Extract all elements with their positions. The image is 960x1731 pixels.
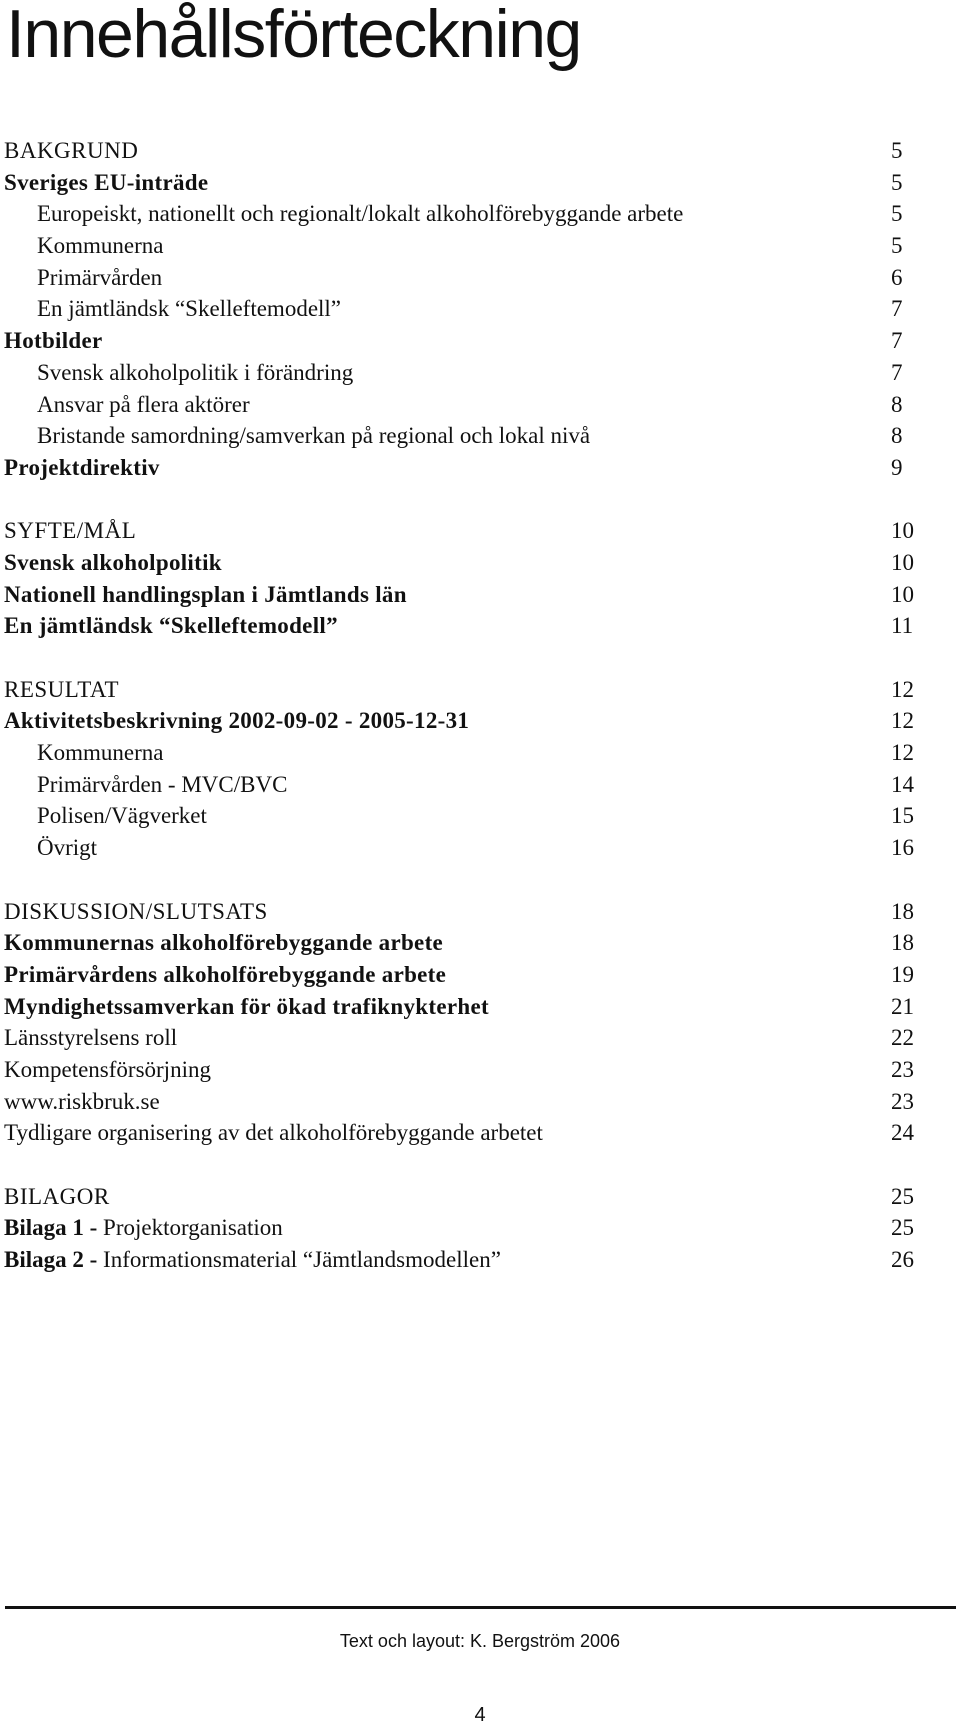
toc-entry-title: Primärvården <box>37 264 163 290</box>
toc-entry-title: DISKUSSION/SLUTSATS <box>4 898 268 924</box>
toc-entry-page: 12 <box>891 740 914 766</box>
toc-entry-page: 24 <box>891 1120 914 1146</box>
toc-entry-page: 8 <box>891 423 903 449</box>
footer-credit: Text och layout: K. Bergström 2006 <box>339 1631 621 1651</box>
toc-entry <box>4 135 909 167</box>
table-of-contents <box>4 135 914 1276</box>
toc-entry-title-text: Informationsmaterial “Jämtlandsmodellen” <box>97 1247 501 1273</box>
toc-entry-page: 25 <box>891 1183 914 1209</box>
toc-entry-page: 8 <box>891 391 903 417</box>
toc-entry <box>4 579 914 611</box>
toc-entry-title: BILAGOR <box>4 1183 110 1209</box>
toc-entry <box>4 1086 914 1118</box>
toc-entry-page: 11 <box>891 613 914 639</box>
toc-entry-page: 10 <box>891 549 914 575</box>
toc-entry-page: 10 <box>891 518 914 544</box>
toc-entry-title: SYFTE/MÅL <box>4 518 137 544</box>
toc-entry-title: Kompetensförsörjning <box>4 1056 211 1082</box>
toc-entry-title: Aktivitetsbeskrivning 2002-09-02 - 2005-12-31 <box>4 708 470 734</box>
toc-entry-title: Länsstyrelsens roll <box>4 1025 178 1051</box>
toc-entry <box>4 737 914 769</box>
toc-entry <box>4 769 914 801</box>
toc-entry <box>4 1244 914 1276</box>
toc-entry <box>4 452 909 484</box>
toc-entry-prefix: Bilaga 2 - <box>4 1247 98 1273</box>
toc-entry-page: 23 <box>891 1056 914 1082</box>
toc-entry-title: Hotbilder <box>4 328 103 354</box>
toc-entry-page: 5 <box>891 233 903 259</box>
toc-spacer <box>4 1149 909 1181</box>
toc-entry-title: En jämtländsk “Skelleftemodell” <box>4 613 338 639</box>
toc-entry <box>4 1117 914 1149</box>
toc-entry-title: Kommunernas alkoholförebyggande arbete <box>4 930 444 956</box>
footer-divider <box>5 1606 956 1609</box>
toc-entry <box>4 1054 914 1086</box>
toc-entry-title: Polisen/Vägverket <box>37 803 207 829</box>
page-number: 4 <box>474 1704 486 1726</box>
toc-entry-page: 26 <box>891 1247 914 1273</box>
toc-entry <box>4 800 914 832</box>
toc-entry-title <box>4 1212 283 1244</box>
toc-entry-page: 7 <box>891 328 903 354</box>
toc-entry <box>4 1181 914 1213</box>
toc-entry-page: 14 <box>891 771 914 797</box>
toc-entry-title: www.riskbruk.se <box>4 1088 160 1114</box>
toc-entry-title-text: Projektorganisation <box>97 1215 283 1241</box>
toc-entry <box>4 293 909 325</box>
toc-entry-page: 10 <box>891 581 914 607</box>
toc-entry <box>4 896 914 928</box>
toc-entry-title <box>4 1244 501 1276</box>
toc-entry-page: 23 <box>891 1088 914 1114</box>
toc-entry-page: 5 <box>891 201 903 227</box>
toc-entry-page: 16 <box>891 835 914 861</box>
toc-entry-page: 21 <box>891 993 914 1019</box>
toc-entry-prefix: Bilaga 1 - <box>4 1215 98 1241</box>
toc-entry <box>4 705 914 737</box>
toc-entry <box>4 927 914 959</box>
page-title: Innehållsförteckning <box>6 0 581 72</box>
toc-entry-title: RESULTAT <box>4 676 120 702</box>
toc-entry-page: 18 <box>891 930 914 956</box>
toc-entry-title: En jämtländsk “Skelleftemodell” <box>37 296 342 322</box>
toc-entry-title: Kommunerna <box>37 233 164 259</box>
toc-entry <box>4 198 909 230</box>
toc-entry <box>4 1212 914 1244</box>
toc-entry <box>4 610 914 642</box>
toc-entry-page: 9 <box>891 454 903 480</box>
toc-entry <box>4 325 909 357</box>
toc-entry-title: Projektdirektiv <box>4 454 160 480</box>
toc-entry <box>4 547 914 579</box>
toc-entry-title: Svensk alkoholpolitik <box>4 549 222 575</box>
toc-entry <box>4 959 914 991</box>
toc-entry-title: Tydligare organisering av det alkoholförebyggande arbetet <box>4 1120 543 1146</box>
toc-entry-title: Primärvården - MVC/BVC <box>37 771 288 797</box>
toc-entry-title: Nationell handlingsplan i Jämtlands län <box>4 581 407 607</box>
toc-entry-page: 22 <box>891 1025 914 1051</box>
toc-entry-page: 25 <box>891 1215 914 1241</box>
toc-entry-page: 12 <box>891 708 914 734</box>
toc-entry-title: Övrigt <box>37 835 98 861</box>
toc-entry-title: Myndighetssamverkan för ökad trafiknykterhet <box>4 993 489 1019</box>
toc-entry-title: Bristande samordning/samverkan på regional och lokal nivå <box>37 423 591 449</box>
toc-entry <box>4 515 914 547</box>
toc-entry-page: 7 <box>891 296 903 322</box>
toc-entry <box>4 262 909 294</box>
toc-entry <box>4 832 914 864</box>
toc-entry <box>4 230 909 262</box>
toc-entry <box>4 420 909 452</box>
toc-entry-title: Kommunerna <box>37 740 164 766</box>
toc-entry-page: 6 <box>891 264 903 290</box>
toc-entry <box>4 991 914 1023</box>
toc-entry-title: Ansvar på flera aktörer <box>37 391 250 417</box>
toc-spacer <box>4 484 909 516</box>
toc-entry-page: 7 <box>891 359 903 385</box>
toc-spacer <box>4 642 909 674</box>
toc-entry <box>4 357 909 389</box>
toc-entry-page: 12 <box>891 676 914 702</box>
toc-entry-title: Sveriges EU-inträde <box>4 169 209 195</box>
toc-entry-page: 5 <box>891 138 903 163</box>
toc-entry <box>4 1022 914 1054</box>
toc-entry-title: Europeiskt, nationellt och regionalt/lokalt alkoholförebyggande arbete <box>37 201 684 227</box>
toc-entry-title: Primärvårdens alkoholförebyggande arbete <box>4 961 447 987</box>
toc-entry-page: 18 <box>891 898 914 924</box>
toc-spacer <box>4 864 909 896</box>
toc-entry-title: BAKGRUND <box>4 138 139 163</box>
toc-entry-title: Svensk alkoholpolitik i förändring <box>37 359 354 385</box>
toc-entry-page: 19 <box>891 961 914 987</box>
toc-entry-page: 15 <box>891 803 914 829</box>
toc-entry <box>4 167 909 199</box>
toc-entry-page: 5 <box>891 169 903 195</box>
toc-entry <box>4 389 909 421</box>
toc-entry <box>4 674 914 706</box>
